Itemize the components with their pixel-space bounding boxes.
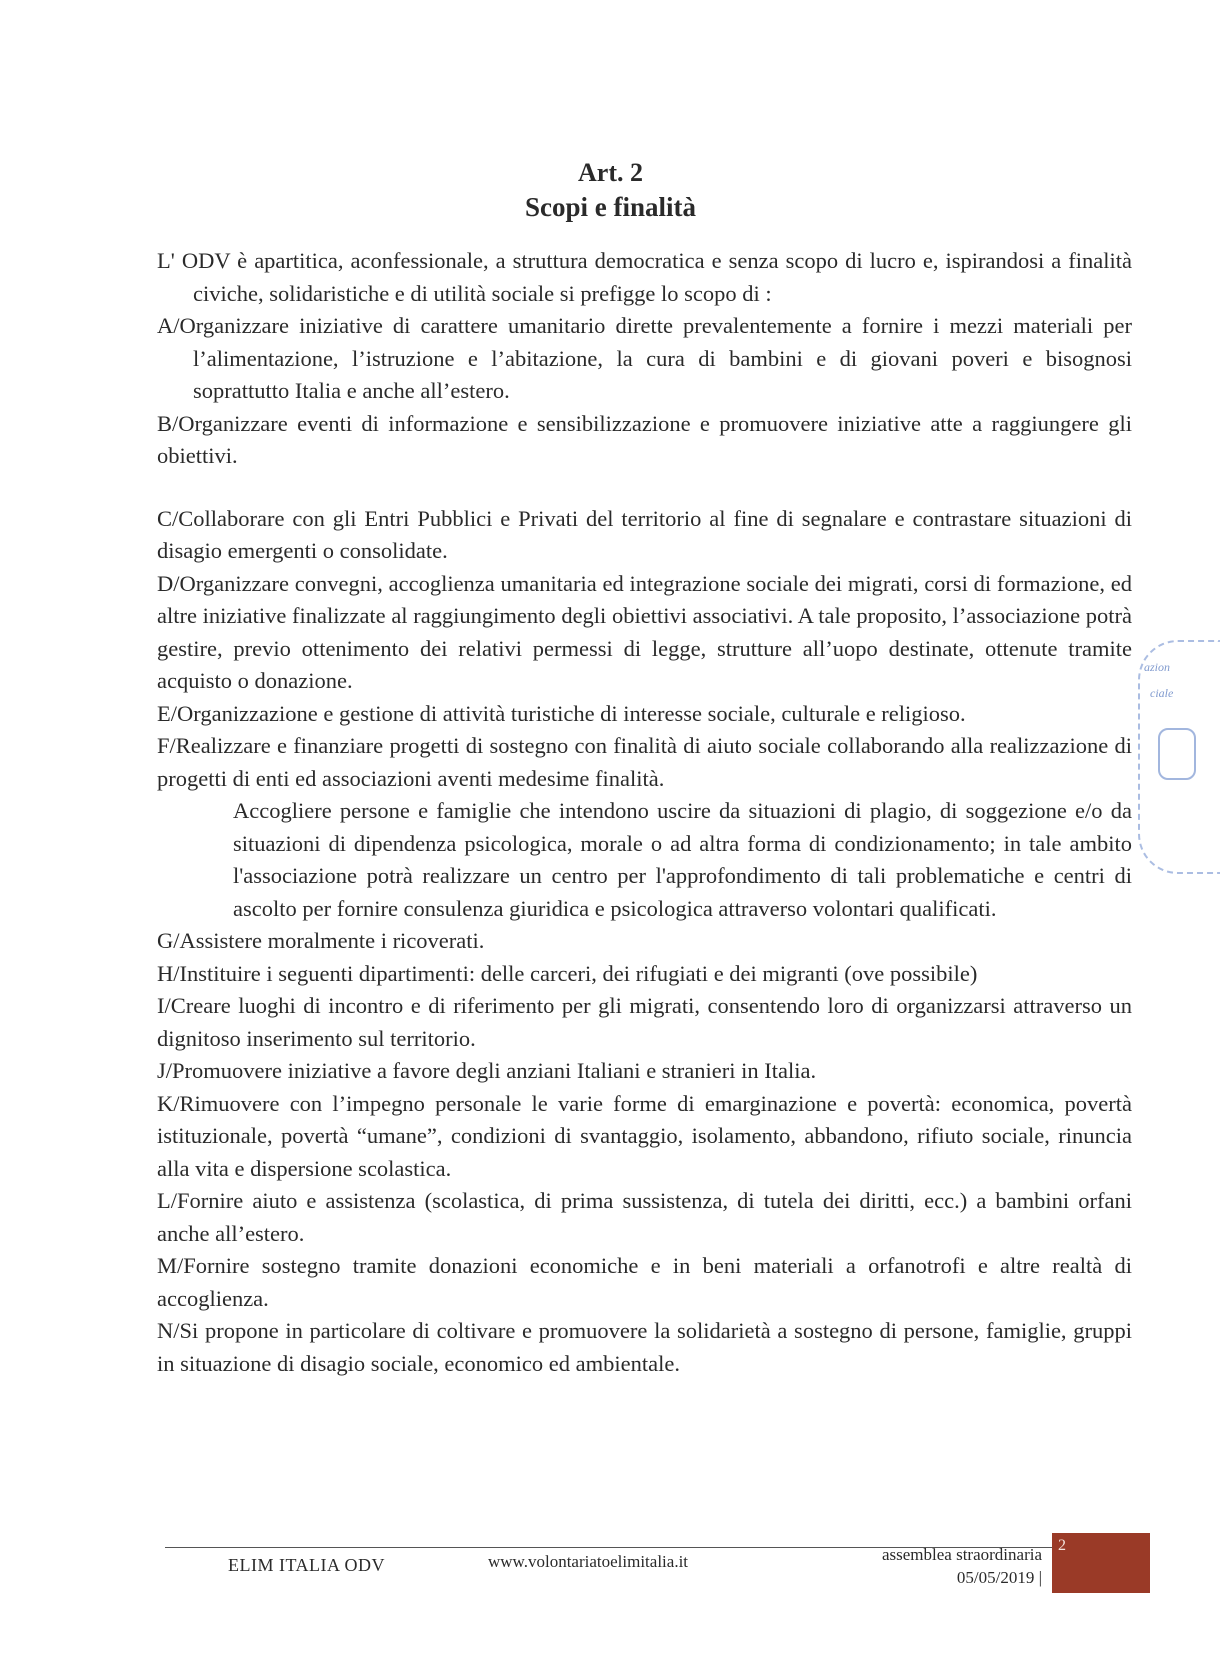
footer-website: www.volontariatoelimitalia.it: [488, 1552, 689, 1571]
paragraph-intro: L' ODV è apartitica, aconfessionale, a struttura democratica e senza scopo di lucro e, ispirandosi a finalità civiche, solidaristiche e di utilità sociale si prefigge lo scopo di :: [157, 248, 1132, 306]
footer-organization: ELIM ITALIA ODV: [228, 1555, 386, 1575]
stamp-emblem-icon: [1158, 728, 1196, 780]
paragraph-d: D/Organizzare convegni, accoglienza umanitaria ed integrazione sociale dei migrati, corsi di formazione, ed altre iniziative finalizzate al raggiungimento degli obiettivi associativi. A tale proposito, l’associazione potrà gestire, previo ottenimento dei relativi permessi di legge, strutture all’uopo destinate, ottenute tramite acquisto o donazione.: [157, 570, 1132, 693]
footer-meeting-info: [820, 1543, 1042, 1589]
paragraph-h: H/Instituire i seguenti dipartimenti: delle carceri, dei rifugiati e dei migranti (ove possibile): [157, 960, 978, 986]
paragraph-k: K/Rimuovere con l’impegno personale le varie forme di emarginazione e povertà: economica, povertà istituzionale, povertà “umane”, condizioni di svantaggio, isolamento, abbandono, rifiuto sociale, rinuncia alla vita e dispersione scolastica.: [157, 1090, 1132, 1181]
association-stamp: [1138, 640, 1220, 874]
stamp-line-2: ciale: [1150, 686, 1174, 700]
paragraph-f: F/Realizzare e finanziare progetti di sostegno con finalità di aiuto sociale collaborando alla realizzazione di progetti di enti ed associazioni aventi medesime finalità.: [157, 733, 1132, 791]
article-title: Scopi e finalità: [524, 192, 696, 222]
paragraph-c: C/Collaborare con gli Entri Pubblici e Privati del territorio al fine di segnalare e contrastare situazioni di disagio emergenti o consolidate.: [157, 505, 1132, 563]
paragraph-a: A/Organizzare iniziative di carattere umanitario dirette prevalentemente a fornire i mezzi materiali per l’alimentazione, l’istruzione e l’abitazione, la cura di bambini e di giovani poveri e bisognosi soprattutto Italia e anche all’estero.: [157, 313, 1132, 403]
paragraph-e: E/Organizzazione e gestione di attività turistiche di interesse sociale, culturale e religioso.: [157, 700, 966, 726]
paragraph-l: L/Fornire aiuto e assistenza (scolastica, di prima sussistenza, di tutela dei diritti, ecc.) a bambini orfani anche all’estero.: [157, 1188, 1132, 1246]
paragraph-m: M/Fornire sostegno tramite donazioni economiche e in beni materiali a orfanotrofi e altre realtà di accoglienza.: [157, 1253, 1132, 1311]
stamp-line-1: azion: [1144, 660, 1171, 674]
paragraph-n: N/Si propone in particolare di coltivare e promuovere la solidarietà a sostegno di persone, famiglie, gruppi in situazione di disagio sociale, economico ed ambientale.: [157, 1318, 1132, 1376]
paragraph-accogliere: Accogliere persone e famiglie che intendono uscire da situazioni di plagio, di soggezione e/o da situazioni di dipendenza psicologica, morale o ad altra forma di condizionamento; in tale ambito l'associazione potrà realizzare un centro per l'approfondimento di tali problematiche e centri di ascolto per fornire consulenza giuridica e psicologica attraverso volontari qualificati.: [233, 798, 1132, 921]
article-number: Art. 2: [578, 158, 643, 187]
page-number-box: [1052, 1533, 1150, 1593]
paragraph-g: G/Assistere moralmente i ricoverati.: [157, 928, 485, 953]
paragraph-b: B/Organizzare eventi di informazione e sensibilizzazione e promuovere iniziative atte a raggiungere gli obiettivi.: [157, 410, 1132, 468]
paragraph-j: J/Promuovere iniziative a favore degli anziani Italiani e stranieri in Italia.: [157, 1058, 817, 1083]
paragraph-i: I/Creare luoghi di incontro e di riferimento per gli migrati, consentendo loro di organizzarsi attraverso un dignitoso inserimento sul territorio.: [157, 993, 1132, 1051]
article-body: [157, 245, 1132, 1380]
footer-meeting: assemblea straordinaria: [881, 1545, 1042, 1564]
page-number: 2: [1058, 1537, 1066, 1554]
paragraph-gap: [157, 473, 1132, 503]
footer-date: 05/05/2019 |: [956, 1568, 1042, 1587]
